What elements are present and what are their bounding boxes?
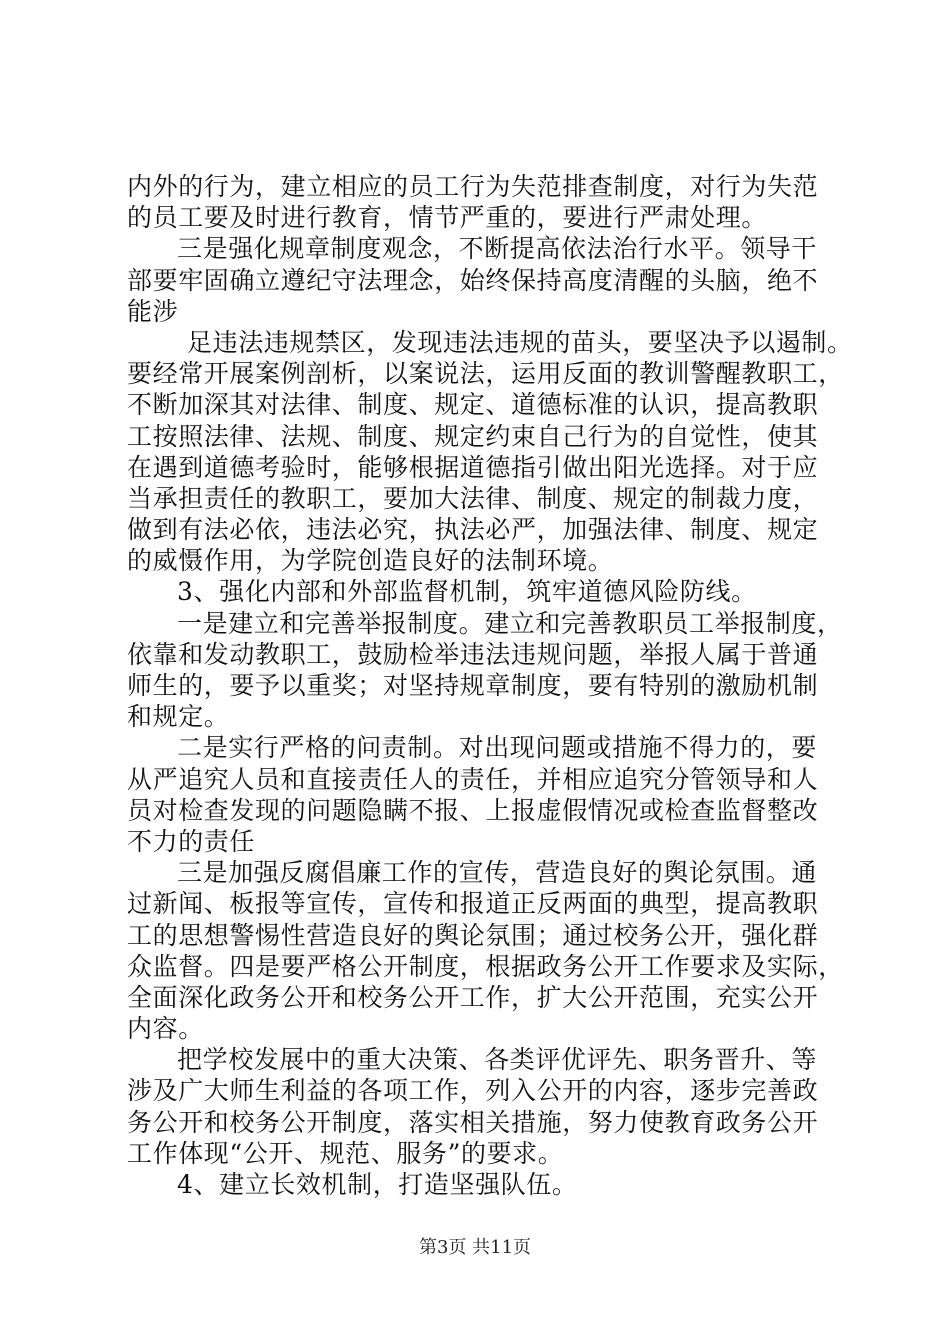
- page-number: 第3页 共11页: [418, 1237, 532, 1258]
- text-line: 一是建立和完善举报制度。建立和完善教职员工举报制度，: [177, 608, 843, 638]
- text-line: 不力的责任: [127, 826, 256, 856]
- text-line: 过新闻、板报等宣传，宣传和报道正反两面的典型，提高教职: [127, 889, 819, 919]
- text-line: 依靠和发动教职工，鼓励检举违法违规问题，举报人属于普通: [127, 639, 819, 669]
- text-line: 师生的，要予以重奖；对坚持规章制度，要有特别的激励机制: [127, 671, 819, 700]
- section-heading: 3、强化内部和外部监督机制，筑牢道德风险防线。: [177, 577, 757, 607]
- document-body: [127, 171, 853, 1200]
- text-line: 全面深化政务公开和校务公开工作，扩大公开范围，充实公开: [127, 982, 819, 1012]
- text-line: 部要牢固确立遵纪守法理念，始终保持高度清醒的头脑，绝不: [127, 265, 819, 295]
- text-line: 内外的行为，建立相应的员工行为失范排查制度，对行为失范: [127, 172, 819, 201]
- text-line: 的威慑作用，为学院创造良好的法制环境。: [127, 546, 614, 576]
- text-line: 在遇到道德考验时，能够根据道德指引做出阳光选择。对于应: [127, 452, 819, 482]
- text-line: 足违法违规禁区，发现违法违规的苗头，要坚决予以遏制。: [187, 327, 853, 357]
- text-line: 工按照法律、法规、制度、规定约束自己行为的自觉性，使其: [127, 421, 819, 451]
- text-line: 三是加强反腐倡廉工作的宣传，营造良好的舆论氛围。通: [177, 858, 818, 888]
- section-heading: 4、建立长效机制，打造坚强队伍。: [177, 1170, 578, 1199]
- text-line: 二是实行严格的问责制。对出现问题或措施不得力的，要: [177, 733, 818, 763]
- page-footer: [0, 1237, 950, 1259]
- text-line: 三是强化规章制度观念，不断提高依法治行水平。领导干: [177, 234, 818, 264]
- text-line: 内容。: [127, 1014, 204, 1044]
- text-line: 把学校发展中的重大决策、各类评优评先、职务晋升、等: [177, 1045, 818, 1075]
- text-line: 要经常开展案例剖析，以案说法，运用反面的教训警醒教职工，: [127, 359, 844, 389]
- text-line: 的员工要及时进行教育，情节严重的，要进行严肃处理。: [127, 203, 768, 233]
- text-line: 工作体现“公开、规范、服务”的要求。: [127, 1138, 564, 1168]
- text-line: 涉及广大师生利益的各项工作，列入公开的内容，逐步完善政: [127, 1076, 819, 1106]
- text-line: 不断加深其对法律、制度、规定、道德标准的认识，提高教职: [127, 390, 819, 420]
- text-line: 务公开和校务公开制度，落实相关措施，努力使教育政务公开: [127, 1107, 819, 1137]
- text-line: 做到有法必依，违法必究，执法必严，加强法律、制度、规定: [127, 515, 819, 545]
- text-line: 众监督。四是要严格公开制度，根据政务公开工作要求及实际，: [127, 951, 844, 981]
- text-line: 从严追究人员和直接责任人的责任，并相应追究分管领导和人: [127, 764, 819, 794]
- text-line: 和规定。: [127, 702, 230, 732]
- text-line: 当承担责任的教职工，要加大法律、制度、规定的制裁力度，: [127, 483, 819, 513]
- text-line: 员对检查发现的问题隐瞒不报、上报虚假情况或检查监督整改: [127, 795, 819, 825]
- text-line: 工的思想警惕性营造良好的舆论氛围；通过校务公开，强化群: [127, 920, 819, 950]
- text-line: 能涉: [127, 296, 179, 326]
